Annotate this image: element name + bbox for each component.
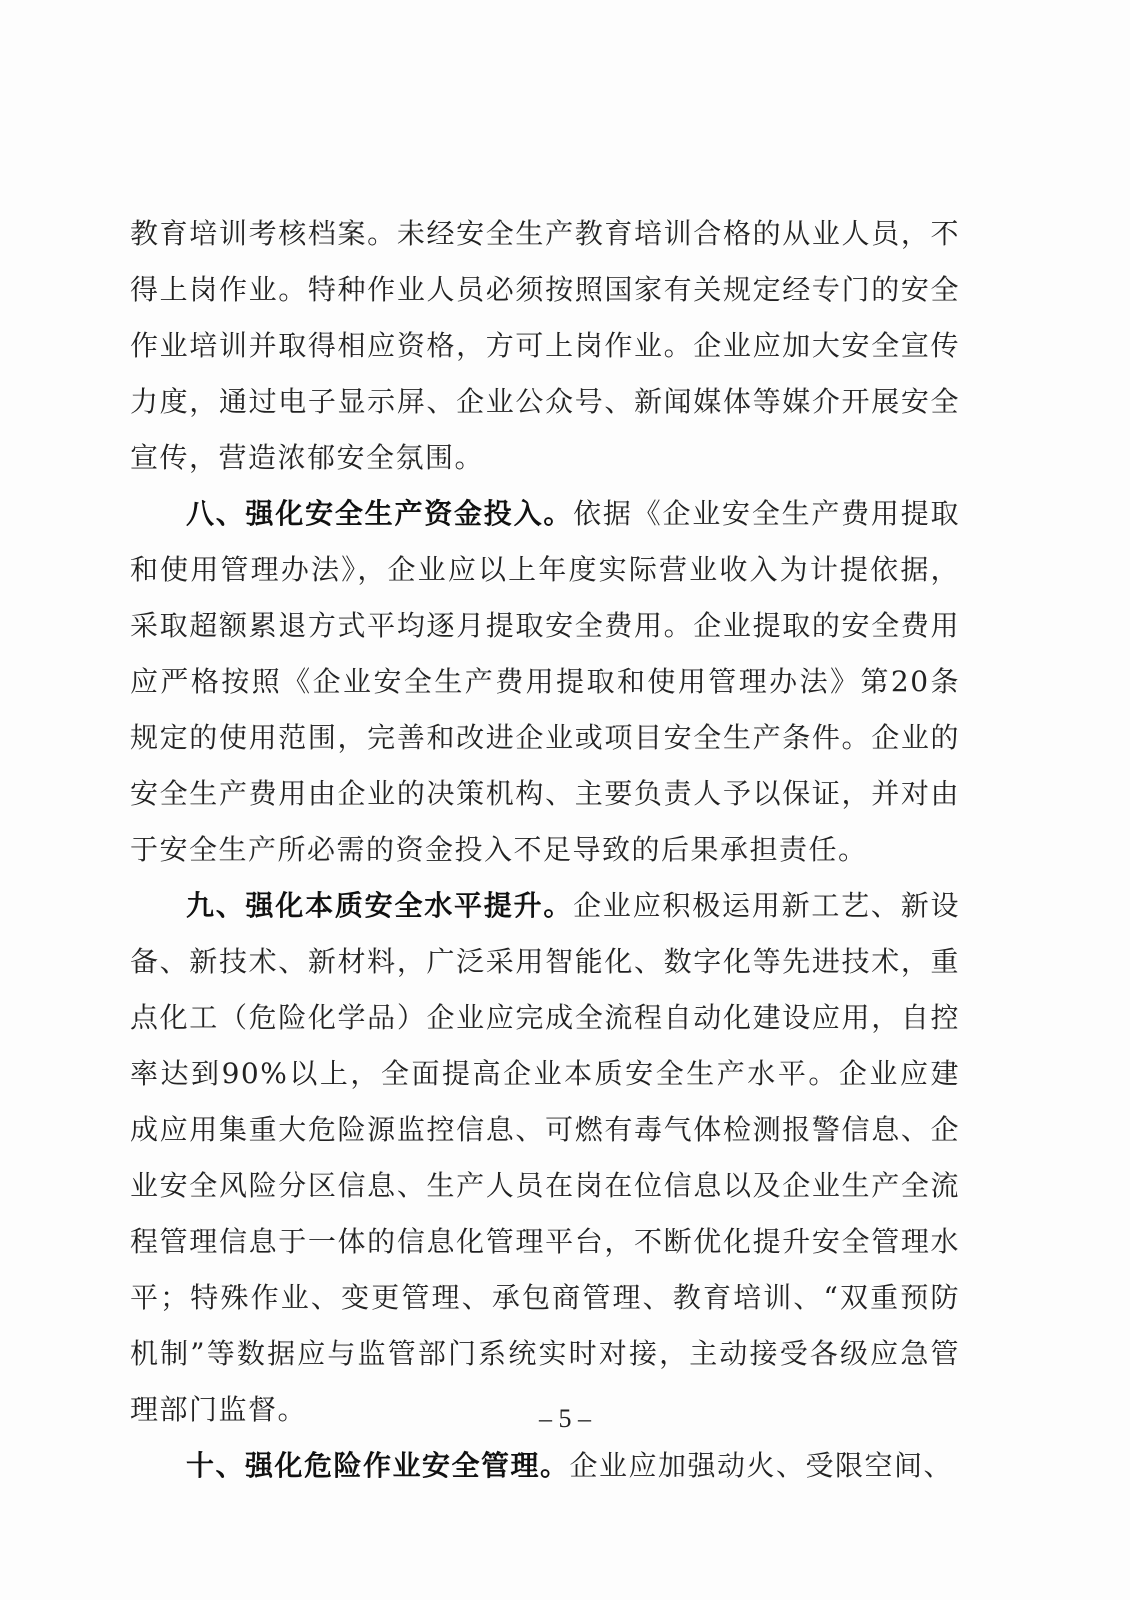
paragraph-section-9 bbox=[130, 878, 960, 1438]
paragraph-continuation bbox=[130, 206, 960, 486]
paragraph-text: 企业应加强动火、受限空间、 bbox=[569, 1449, 954, 1482]
paragraph-section-8 bbox=[130, 486, 960, 878]
paragraph-section-10 bbox=[130, 1438, 960, 1494]
section-heading: 十、强化危险作业安全管理。 bbox=[186, 1449, 570, 1482]
section-heading: 八、强化安全生产资金投入。 bbox=[186, 497, 574, 530]
paragraph-text: 依据《企业安全生产费用提取和使用管理办法》，企业应以上年度实际营业收入为计提依据，采取超额累退方式平均逐月提取安全费用。企业提取的安全费用应严格按照《企业安全生产费用提取和使用管理办法》第20条规定的使用范围，完善和改进企业或项目安全生产条件。企业的安全生产费用由企业的决策机构、主要负责人予以保证，并对由于安全生产所必需的资金投入不足导致的后果承担责任。 bbox=[130, 497, 960, 866]
section-heading: 九、强化本质安全水平提升。 bbox=[186, 889, 574, 922]
page-number: – 5 – bbox=[539, 1404, 591, 1433]
paragraph-text: 教育培训考核档案。未经安全生产教育培训合格的从业人员，不得上岗作业。特种作业人员必须按照国家有关规定经专门的安全作业培训并取得相应资格，方可上岗作业。企业应加大安全宣传力度，通过电子显示屏、企业公众号、新闻媒体等媒介开展安全宣传，营造浓郁安全氛围。 bbox=[130, 217, 960, 474]
paragraph-text: 企业应积极运用新工艺、新设备、新技术、新材料，广泛采用智能化、数字化等先进技术，重点化工（危险化学品）企业应完成全流程自动化建设应用，自控率达到90%以上，全面提高企业本质安全生产水平。企业应建成应用集重大危险源监控信息、可燃有毒气体检测报警信息、企业安全风险分区信息、生产人员在岗在位信息以及企业生产全流程管理信息于一体的信息化管理平台，不断优化提升安全管理水平；特殊作业、变更管理、承包商管理、教育培训、“双重预防机制”等数据应与监管部门系统实时对接，主动接受各级应急管理部门监督。 bbox=[130, 889, 960, 1426]
document-body bbox=[130, 206, 960, 1494]
